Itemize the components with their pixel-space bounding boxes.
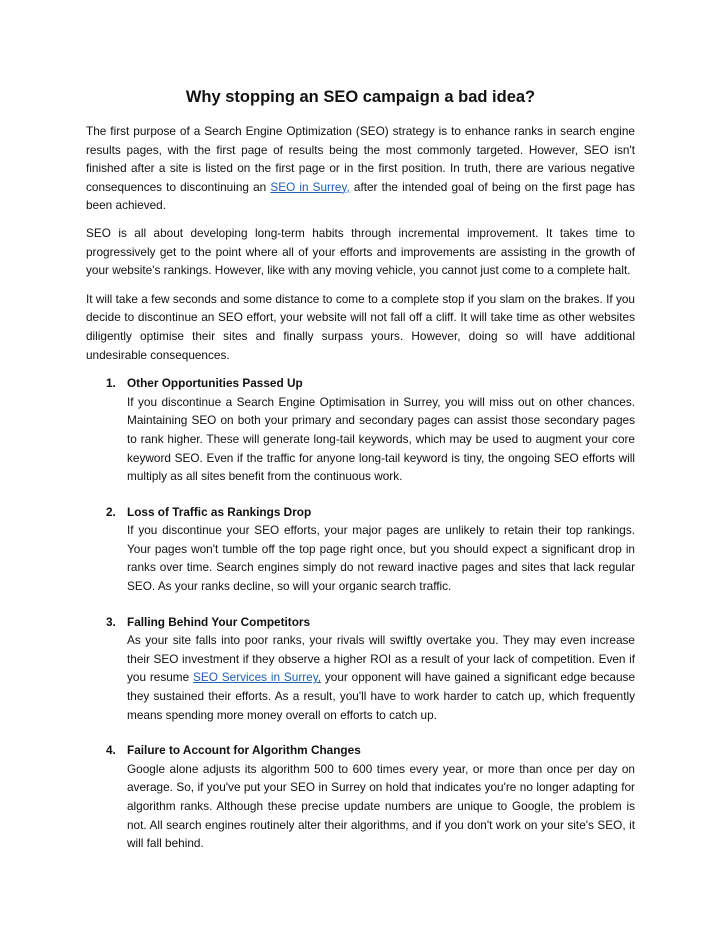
list-item-title: Failure to Account for Algorithm Changes [127,743,361,758]
list-item-text: Google alone adjusts its algorithm 500 to 600 times every year, or more than once per day on average. So, if you've put your SEO in Surrey on hold that indicates you're no longer adapting for algorithm ranks. Although these precise update numbers are unique to Google, the problem is not. All search engines routinely alter their algorithms, and if you don't work on your site's SEO, it will fall behind. [127,761,635,851]
list-item-title: Other Opportunities Passed Up [127,376,303,391]
seo-in-surrey-link[interactable]: SEO in Surrey, [270,179,350,194]
list-item-number: 2. [106,504,116,519]
consequences-list [86,374,635,853]
list-item-text-after: your opponent will have gained a significant edge because they sustained their efforts. As a result, you'll have to work harder to catch up, which frequently means spending more money overall on efforts to catch up. [127,670,636,722]
intro-text-before: The first purpose of a Search Engine Optimization (SEO) strategy is to enhance ranks in search engine results pages, with the first page of results being the most commonly targeted. However, SEO isn't finished after a site is listed on the first page or in the first position. In truth, there are various negative consequences to discontinuing an [86,124,635,194]
intro-text-after: after the intended goal of being on the first page has been achieved. [86,179,635,213]
list-item-number: 3. [106,614,116,629]
list-item-text: If you discontinue a Search Engine Optimisation in Surrey, you will miss out on other chances. Maintaining SEO on both your primary and secondary pages can assist those secondary pages to rank higher. These will generate long-tail keywords, which may be used to augment your core keyword SEO. Even if the traffic for anyone long-tail keyword is tiny, the ongoing SEO efforts will multiply as all sites benefit from the continuous work. [127,394,635,484]
page-title: Why stopping an SEO campaign a bad idea? [185,88,536,106]
list-item [86,374,635,486]
list-item [86,613,635,725]
list-item-number: 1. [106,376,116,391]
list-item-text [127,631,635,724]
brakes-paragraph: It will take a few seconds and some distance to come to a complete stop if you slam on the brakes. If you decide to discontinue an SEO effort, your website will not fall off a cliff. It will take time as other websites diligently optimise their sites and finally surpass yours. However, doing so will have additional undesirable consequences. [86,291,635,362]
intro-paragraph [86,122,635,215]
list-item [86,503,635,596]
list-item-title: Loss of Traffic as Rankings Drop [127,504,312,519]
list-item-number: 4. [106,743,116,758]
list-item [86,741,635,853]
habits-paragraph: SEO is all about developing long-term habits through incremental improvement. It takes time to progressively get to the point where all of your efforts and improvements are assisting in the growth of your website's rankings. However, like with any moving vehicle, you cannot just come to a complete halt. [86,225,635,278]
list-item-text-before: As your site falls into poor ranks, your rivals will swiftly overtake you. They may even increase their SEO investment if they observe a higher ROI as a result of your lack of competition. Even if you resume [127,633,635,685]
seo-services-in-surrey-link[interactable]: SEO Services in Surrey, [193,670,322,685]
list-item-text: If you discontinue your SEO efforts, your major pages are unlikely to retain their top rankings. Your pages won't tumble off the top page right once, but you should expect a significant drop in ranks over time. Search engines simply do not reward inactive pages and sites that lack regular SEO. As your ranks decline, so will your organic search traffic. [127,523,635,594]
list-item-title: Falling Behind Your Competitors [127,614,311,629]
document-page [86,0,635,870]
